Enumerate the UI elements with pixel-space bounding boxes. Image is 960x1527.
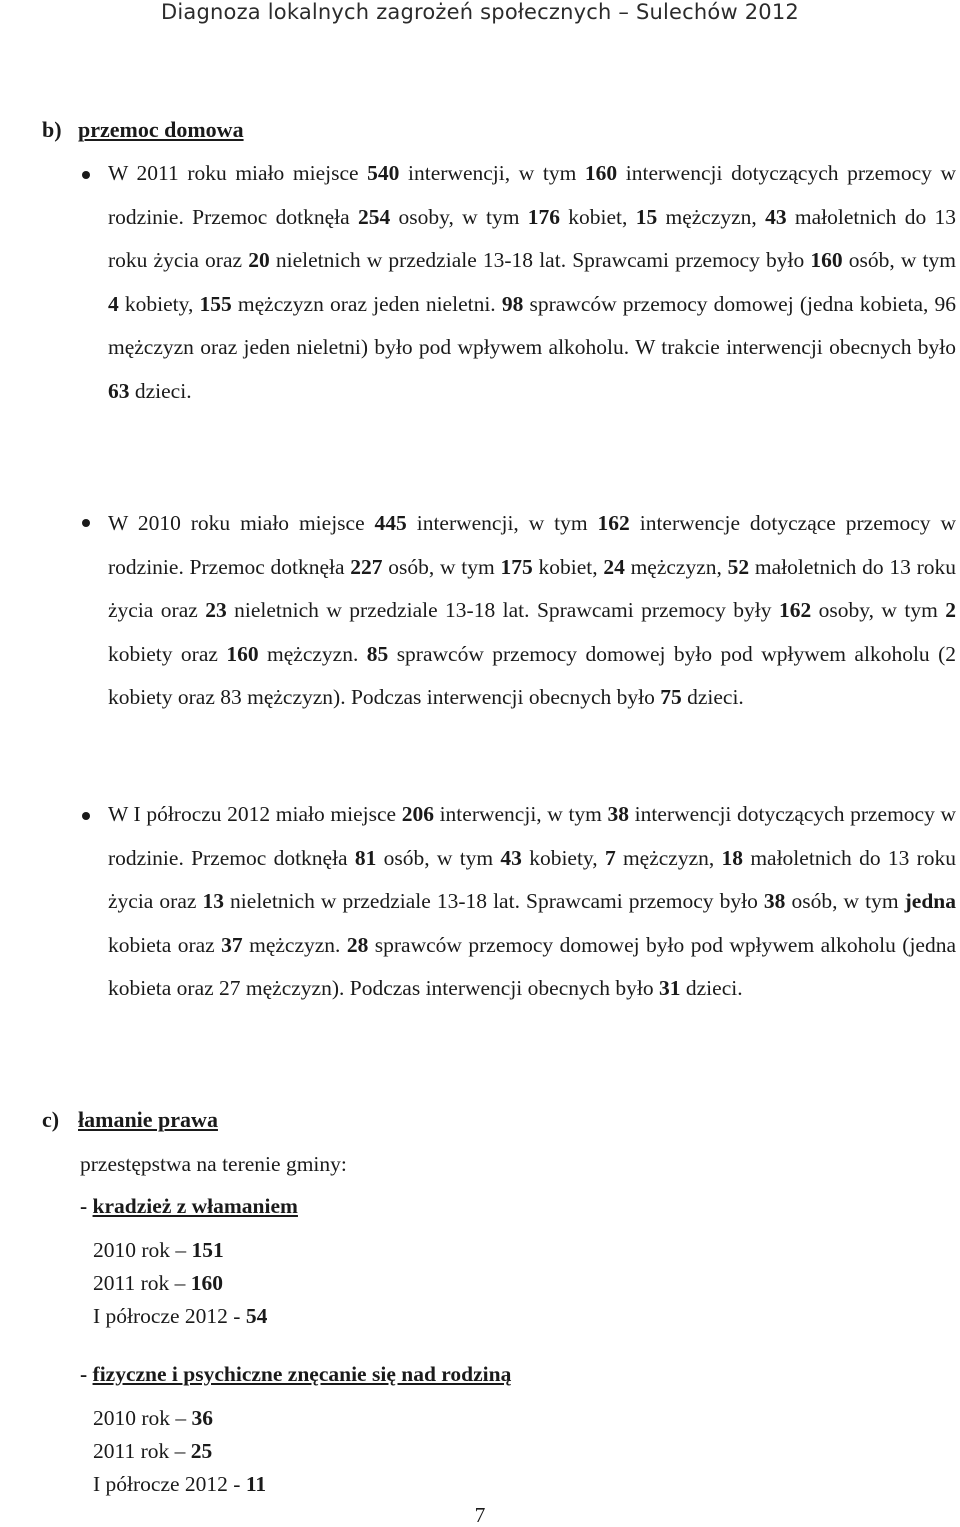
text-run: osób, w tym	[382, 554, 501, 579]
page-number: 7	[474, 1503, 486, 1527]
text-run: W 2010 roku miało miejsce	[108, 511, 375, 535]
stat-number: 23	[205, 598, 227, 623]
stat-value: 11	[245, 1472, 267, 1496]
section-b-heading	[42, 116, 244, 144]
text-run: interwencji dotyczących przemocy w rodzinie. Przemoc dotknęła	[108, 802, 957, 870]
group-title: kradzież z włamaniem	[92, 1194, 298, 1218]
text-run: mężczyzn oraz jeden nieletni.	[231, 291, 502, 316]
text-run: kobiety,	[521, 845, 605, 870]
text-run: kobiet,	[532, 554, 604, 579]
stat-number: jedna	[904, 889, 956, 914]
stat-number: 38	[763, 889, 786, 914]
stat-number: 162	[597, 511, 630, 535]
section-c-letter: c)	[42, 1107, 60, 1132]
stat-number: 13	[202, 889, 224, 914]
stat-number: 175	[500, 554, 533, 579]
stat-number: 160	[584, 161, 618, 185]
stat-number: 155	[199, 291, 232, 316]
stat-number: 254	[357, 204, 391, 229]
stat-number: 160	[226, 641, 259, 666]
stat-value: 36	[191, 1406, 214, 1430]
stat-number: 28	[346, 932, 369, 957]
text-run: sprawców przemocy domowej było pod wpływem alkoholu (jedna kobieta oraz 27 mężczyzn). Podczas interwencji obecnych było	[108, 932, 957, 1001]
stat-row: I półrocze 2012 - 11	[93, 1472, 267, 1496]
text-run: W 2011 roku miało miejsce	[108, 161, 368, 185]
stat-number: 176	[527, 204, 560, 229]
text-run: mężczyzn.	[242, 932, 347, 957]
text-run: mężczyzn,	[657, 204, 766, 229]
bullet-icon	[82, 812, 90, 820]
stat-number: 445	[374, 511, 407, 535]
group-title: fizyczne i psychiczne znęcanie się nad rodziną	[92, 1362, 512, 1386]
text-run: sprawców przemocy domowej było pod wpływem alkoholu (2 kobiety oraz 83 mężczyzn). Podczas interwencji obecnych było	[108, 641, 957, 710]
text-run: dzieci.	[680, 976, 743, 1001]
stat-value: 151	[191, 1238, 224, 1262]
stat-number: 37	[221, 932, 243, 957]
stat-row: I półrocze 2012 - 54	[93, 1304, 268, 1328]
stat-number: 63	[108, 378, 130, 403]
section-c-title: łamanie prawa	[78, 1107, 218, 1132]
text-run: sprawców przemocy domowej (jedna kobieta, 96 mężczyzn oraz jeden nieletni) było pod wpływem alkoholu. W trakcie interwencji obecnych było	[108, 291, 956, 360]
stat-number: 160	[810, 248, 843, 273]
text-run: osoby, w tym	[811, 598, 946, 623]
text-run: nieletnich w przedziale 13-18 lat. Sprawcami przemocy było	[223, 889, 764, 914]
bullet-paragraph-2012	[108, 793, 956, 1011]
text-run: kobiet,	[559, 204, 636, 229]
text-run: interwencje dotyczące przemocy w rodzinie. Przemoc dotknęła	[108, 511, 956, 579]
stat-number: 31	[659, 976, 681, 1001]
stat-row: 2010 rok – 151	[93, 1238, 224, 1262]
stat-number: 24	[603, 554, 625, 579]
stat-number: 85	[366, 641, 389, 666]
group-heading-kradziez	[80, 1192, 298, 1220]
stat-number: 98	[501, 291, 524, 316]
text-run: osób, w tym	[376, 845, 501, 870]
text-run: kobieta oraz	[108, 932, 222, 957]
text-run: W I półroczu 2012 miało miejsce	[108, 802, 402, 826]
stat-number: 75	[660, 685, 682, 710]
stat-number: 20	[248, 248, 270, 273]
stat-row: 2011 rok – 25	[93, 1439, 213, 1463]
stat-number: 38	[607, 802, 630, 826]
stat-row: 2011 rok – 160	[93, 1271, 223, 1295]
text-run: kobiety oraz	[108, 641, 227, 666]
stat-number: 43	[765, 204, 787, 229]
text-run: małoletnich do 13 roku życia oraz	[108, 845, 957, 914]
stat-value: 54	[245, 1304, 268, 1328]
group-heading-znecanie	[80, 1360, 511, 1388]
text-run: mężczyzn,	[624, 554, 728, 579]
bullet-paragraph-2010	[108, 502, 956, 720]
stat-row: 2010 rok – 36	[93, 1406, 214, 1430]
text-run: osób, w tym	[842, 248, 956, 273]
stat-number: 540	[367, 161, 400, 185]
stat-number: 162	[778, 598, 812, 623]
stat-value: 160	[190, 1271, 223, 1295]
text-run: interwencji dotyczących przemocy w rodzinie. Przemoc dotknęła	[108, 161, 957, 229]
stat-number: 52	[727, 554, 750, 579]
text-run: osoby, w tym	[390, 204, 528, 229]
text-run: interwencji, w tym	[406, 511, 598, 535]
text-run: mężczyzn,	[615, 845, 722, 870]
text-run: dzieci.	[129, 378, 192, 403]
page-header: Diagnoza lokalnych zagrożeń społecznych – Sulechów 2012	[161, 0, 799, 24]
stat-number: 15	[635, 204, 658, 229]
bullet-icon	[82, 519, 90, 527]
text-run: kobiety,	[118, 291, 200, 316]
bullet-paragraph-2011	[108, 152, 956, 414]
stat-number: 18	[721, 845, 744, 870]
group-dash: -	[80, 1194, 93, 1218]
stat-number: 7	[604, 845, 616, 870]
stat-number: 227	[350, 554, 383, 579]
text-run: interwencji, w tym	[399, 161, 585, 185]
bullet-icon	[82, 171, 90, 179]
stat-number: 2	[945, 598, 956, 623]
stat-number: 4	[108, 291, 119, 316]
stat-value: 25	[190, 1439, 213, 1463]
section-b-title: przemoc domowa	[78, 117, 244, 142]
section-b-letter: b)	[42, 117, 62, 142]
text-run: interwencji, w tym	[433, 802, 608, 826]
stat-number: 43	[500, 845, 522, 870]
stat-number: 206	[401, 802, 434, 826]
group-dash: -	[80, 1362, 93, 1386]
stat-number: 81	[354, 845, 377, 870]
text-run: osób, w tym	[785, 889, 905, 914]
text-run: mężczyzn.	[258, 641, 367, 666]
text-run: nieletnich w przedziale 13-18 lat. Sprawcami przemocy były	[226, 598, 779, 623]
text-run: dzieci.	[681, 685, 744, 710]
section-c-heading	[42, 1106, 218, 1134]
section-c-intro: przestępstwa na terenie gminy:	[80, 1152, 347, 1176]
text-run: małoletnich do 13 roku życia oraz	[108, 204, 956, 273]
text-run: nieletnich w przedziale 13-18 lat. Sprawcami przemocy było	[269, 248, 811, 273]
text-run: małoletnich do 13 roku życia oraz	[108, 554, 957, 623]
